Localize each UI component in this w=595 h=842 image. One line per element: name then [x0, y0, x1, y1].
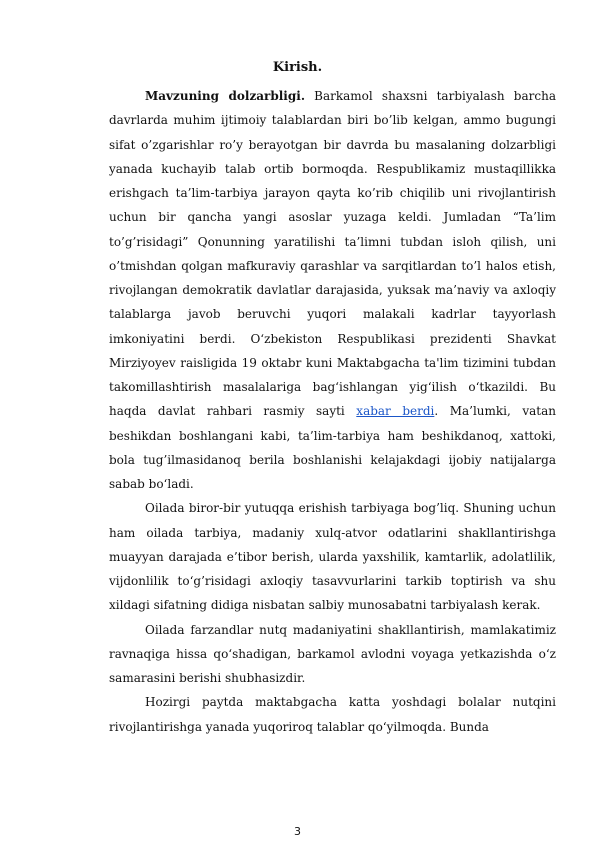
body-text [109, 84, 556, 739]
page-title: Kirish. [272, 60, 323, 75]
paragraph-lead: Mavzuning dolzarbligi. [145, 89, 305, 103]
paragraph-text: Barkamol shaxsni tarbiyalash barcha davrlarda muhim ijtimoiy talablardan biri bo’lib kelgan, ammo bugungi sifat o’zgarishlar ro’y berayotgan bir davrda bu masalaning dolzarbligi yanada kuchayib talab ortib bormoqda. Respublikamiz mustaqillikka erishgach ta’lim-tarbiya jarayon qayta ko’rib chiqilib uni rivojlantirish uchun bir qancha yangi asoslar yuzaga keldi. Jumladan “Ta’lim to’g’risidagi” Qonunning yaratilishi ta’limni tubdan isloh qilish, uni o’tmishdan qolgan mafkuraviy qarashlar va sarqitlardan to’l halos etish, rivojlangan demokratik davlatlar darajasida, yuksak ma’naviy va axloqiy talablarga javob beruvchi yuqori malakali kadrlar tayyorlash imkoniyatini berdi. O‘zbekiston Respublikasi prezidenti Shavkat Mirziyoyev raisligida 19 oktabr kuni Maktabgacha ta'lim tizimini tubdan takomillashtirish masalalariga bag‘ishlangan yig‘ilish o‘tkazildi. Bu haqda davlat rahbari rasmiy sayti [109, 89, 556, 419]
paragraph-3: Oilada farzandlar nutq madaniyatini shakllantirish, mamlakatimiz ravnaqiga hissa qo‘shadigan, barkamol avlodni voyaga yetkazishda o‘z samarasini berishi shubhasizdir. [109, 622, 556, 685]
paragraph-text: . Ma’lumki, vatan beshikdan boshlangani kabi, ta’lim-tarbiya ham beshikdanoq, xattoki, bola tug’ilmasidanoq berila boshlanishi kelajakdagi ijobiy natijalarga sabab bo‘ladi. [109, 404, 556, 491]
paragraph-2: Oilada biror-bir yutuqqa erishish tarbiyaga bog’liq. Shuning uchun ham oilada tarbiya, madaniy xulq-atvor odatlarini shakllantirishga muayyan darajada e’tibor berish, ularda yaxshilik, kamtarlik, adolatlilik, vijdonlilik to‘g’risidagi axloqiy tasavvurlarini tarkib toptirish va shu xildagi sifatning didiga nisbatan salbiy munosabatni tarbiyalash kerak. [109, 501, 556, 613]
page-number: 3 [294, 825, 301, 838]
paragraph-1 [109, 84, 556, 496]
source-link[interactable]: xabar berdi [356, 404, 435, 419]
paragraph-4: Hozirgi paytda maktabgacha katta yoshdagi bolalar nutqini rivojlantirishga yanada yuqoriroq talablar qo‘yilmoqda. Bunda [109, 695, 556, 734]
